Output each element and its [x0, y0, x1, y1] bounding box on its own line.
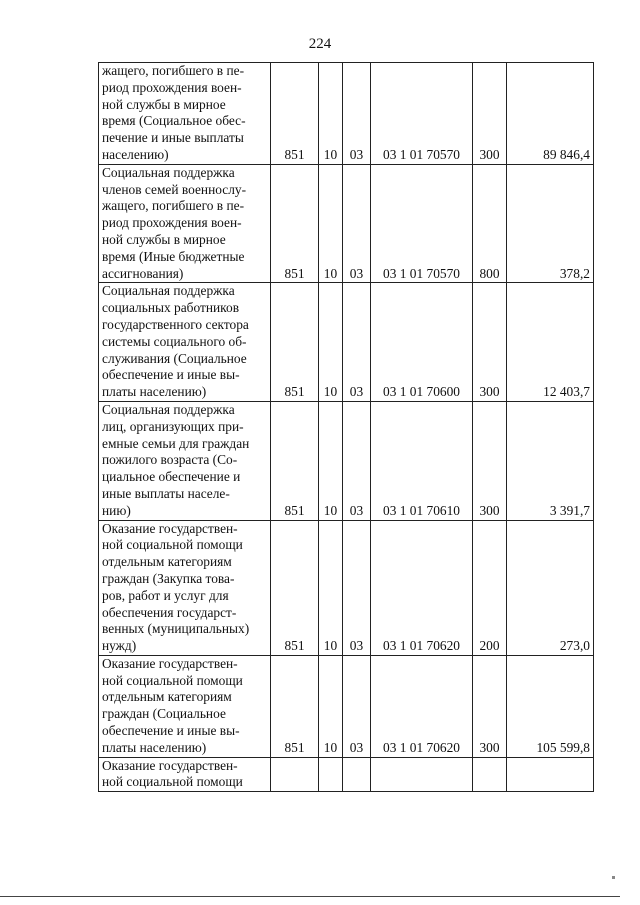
description-line: Социальная поддержка — [102, 164, 235, 180]
amount-cell: 378,2 — [507, 164, 594, 283]
section-code-cell — [319, 757, 343, 792]
description-cell — [99, 757, 271, 792]
description-line: ассигнования) — [102, 265, 184, 281]
description-line: ной социальной помощи — [102, 672, 243, 688]
description-line: Социальная поддержка — [102, 401, 235, 417]
table-row — [99, 283, 594, 402]
target-article-cell: 03 1 01 70620 — [371, 655, 473, 757]
description-cell — [99, 283, 271, 402]
expense-type-cell: 300 — [473, 63, 507, 165]
ministry-code-cell: 851 — [271, 164, 319, 283]
description-line: Оказание государствен- — [102, 757, 238, 773]
description-line: время (Социальное обес- — [102, 113, 246, 129]
description-line: лиц, организующих при- — [102, 418, 244, 434]
table-row — [99, 520, 594, 655]
description-line: социальных работников — [102, 300, 240, 316]
ministry-code-cell: 851 — [271, 655, 319, 757]
table-row — [99, 164, 594, 283]
description-cell — [99, 520, 271, 655]
description-line: циальное обеспечение и — [102, 469, 241, 485]
budget-table — [98, 62, 594, 792]
ministry-code-cell — [271, 757, 319, 792]
target-article-cell: 03 1 01 70620 — [371, 520, 473, 655]
subsection-code-cell: 03 — [343, 63, 371, 165]
description-line: ной службы в мирное — [102, 231, 226, 247]
expense-type-cell: 300 — [473, 655, 507, 757]
table-row — [99, 655, 594, 757]
expense-type-cell: 800 — [473, 164, 507, 283]
amount-cell: 12 403,7 — [507, 283, 594, 402]
target-article-cell: 03 1 01 70600 — [371, 283, 473, 402]
description-line: риод прохождения воен- — [102, 215, 242, 231]
description-line: системы социального об- — [102, 333, 247, 349]
description-line: жащего, погибшего в пе- — [102, 198, 245, 214]
expense-type-cell — [473, 757, 507, 792]
subsection-code-cell: 03 — [343, 164, 371, 283]
target-article-cell: 03 1 01 70610 — [371, 401, 473, 520]
description-line: членов семей военнослу- — [102, 181, 247, 197]
section-code-cell: 10 — [319, 520, 343, 655]
description-line: государственного сектора — [102, 316, 249, 332]
description-line: печение и иные выплаты — [102, 130, 244, 146]
description-line: время (Иные бюджетные — [102, 248, 245, 264]
table-row — [99, 63, 594, 165]
amount-cell: 105 599,8 — [507, 655, 594, 757]
description-line: венных (муниципальных) — [102, 621, 250, 637]
section-code-cell: 10 — [319, 164, 343, 283]
description-line: отдельным категориям — [102, 689, 232, 705]
description-line: иные выплаты населе- — [102, 485, 230, 501]
description-cell — [99, 401, 271, 520]
ministry-code-cell: 851 — [271, 401, 319, 520]
description-line: Оказание государствен- — [102, 520, 238, 536]
ministry-code-cell: 851 — [271, 520, 319, 655]
target-article-cell — [371, 757, 473, 792]
expense-type-cell: 300 — [473, 401, 507, 520]
description-line: отдельным категориям — [102, 554, 232, 570]
description-line: платы населению) — [102, 739, 207, 755]
description-line: населению) — [102, 146, 169, 162]
description-line: ной социальной помощи — [102, 774, 243, 790]
amount-cell: 3 391,7 — [507, 401, 594, 520]
page-bottom-rule — [0, 896, 620, 897]
amount-cell — [507, 757, 594, 792]
expense-type-cell: 200 — [473, 520, 507, 655]
description-line: ной социальной помощи — [102, 537, 243, 553]
description-line: обеспечение и иные вы- — [102, 367, 240, 383]
description-line: нию) — [102, 502, 131, 518]
amount-cell: 273,0 — [507, 520, 594, 655]
description-line: граждан (Социальное — [102, 706, 226, 722]
section-code-cell: 10 — [319, 283, 343, 402]
description-line: пожилого возраста (Со- — [102, 452, 238, 468]
description-line: ной службы в мирное — [102, 96, 226, 112]
description-line: обеспечение и иные вы- — [102, 723, 240, 739]
section-code-cell: 10 — [319, 63, 343, 165]
subsection-code-cell: 03 — [343, 401, 371, 520]
section-code-cell: 10 — [319, 401, 343, 520]
target-article-cell: 03 1 01 70570 — [371, 164, 473, 283]
table-row — [99, 401, 594, 520]
description-cell — [99, 655, 271, 757]
description-line: граждан (Закупка това- — [102, 570, 235, 586]
description-cell — [99, 164, 271, 283]
description-line: служивания (Социальное — [102, 350, 247, 366]
description-line: обеспечения государст- — [102, 604, 237, 620]
subsection-code-cell: 03 — [343, 283, 371, 402]
description-line: Оказание государствен- — [102, 655, 238, 671]
description-line: нужд) — [102, 638, 137, 654]
expense-type-cell: 300 — [473, 283, 507, 402]
section-code-cell: 10 — [319, 655, 343, 757]
description-line: платы населению) — [102, 384, 207, 400]
target-article-cell: 03 1 01 70570 — [371, 63, 473, 165]
ministry-code-cell: 851 — [271, 63, 319, 165]
subsection-code-cell: 03 — [343, 655, 371, 757]
description-line: емные семьи для граждан — [102, 435, 250, 451]
subsection-code-cell — [343, 757, 371, 792]
description-line: Социальная поддержка — [102, 283, 235, 299]
description-line: риод прохождения воен- — [102, 79, 242, 95]
description-line: жащего, погибшего в пе- — [102, 63, 245, 78]
table-row — [99, 757, 594, 792]
scan-artifact — [612, 876, 615, 879]
subsection-code-cell: 03 — [343, 520, 371, 655]
ministry-code-cell: 851 — [271, 283, 319, 402]
page-number: 224 — [308, 36, 332, 52]
amount-cell: 89 846,4 — [507, 63, 594, 165]
description-line: ров, работ и услуг для — [102, 587, 229, 603]
description-cell — [99, 63, 271, 165]
